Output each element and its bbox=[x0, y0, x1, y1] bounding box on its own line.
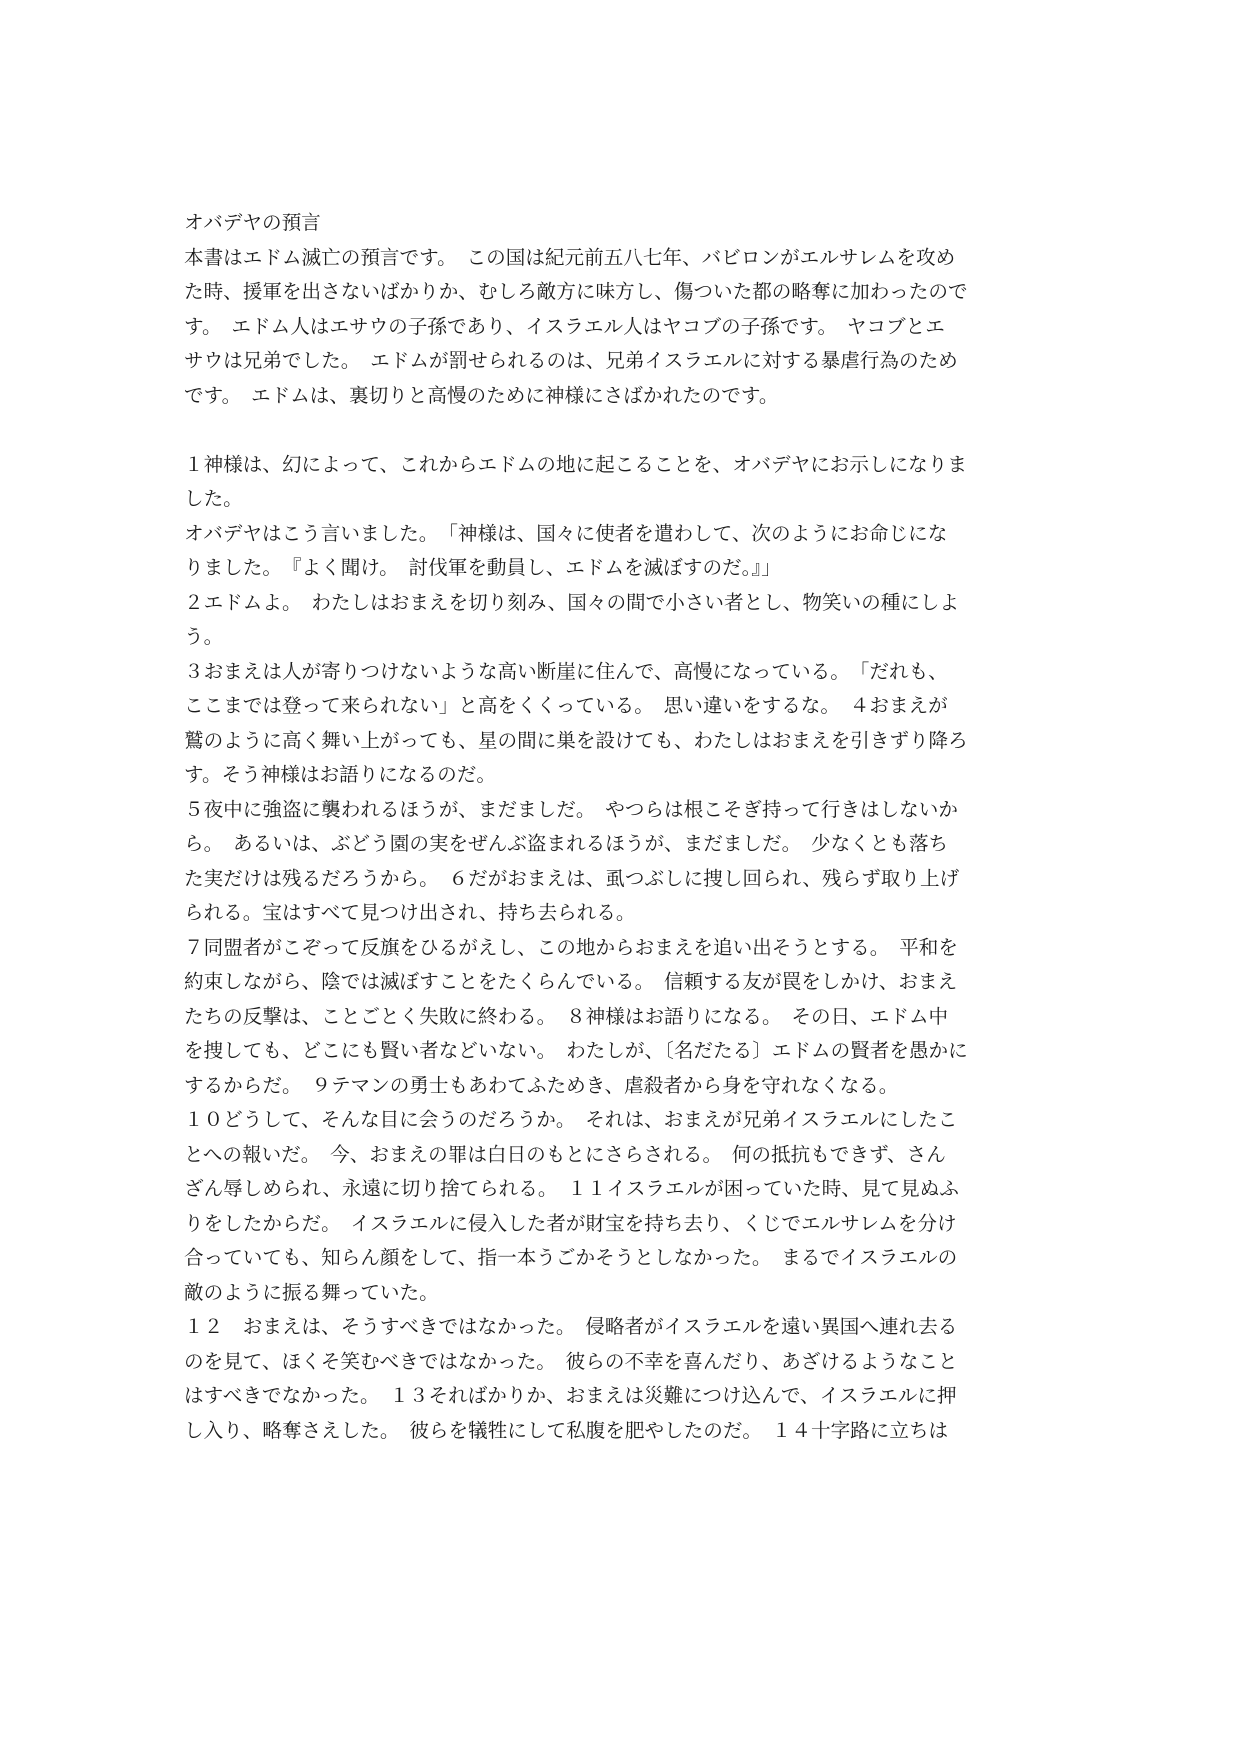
verse-line: りをしたからだ。 イスラエルに侵入した者が財宝を持ち去り、くじでエルサレムを分け bbox=[184, 1211, 957, 1235]
verse-line: ここまでは登って来られない」と高をくくっている。 思い違いをするな。 ４おまえが bbox=[184, 694, 948, 717]
verse-line: りました。 『よく聞け。 討伐軍を動員し、エドムを滅ぼすのだ。』」 bbox=[184, 556, 781, 579]
verse-line: す。そう神様はお語りになるのだ。 bbox=[184, 763, 496, 786]
verse-line: するからだ。 ９テマンの勇士もあわてふためき、虐殺者から身を守れなくなる。 bbox=[184, 1073, 899, 1097]
intro-paragraph bbox=[184, 241, 1059, 414]
verse-line: ら。 あるいは、ぶどう園の実をぜんぶ盗まれるほうが、まだましだ。 少なくとも落ち bbox=[184, 832, 949, 855]
verse-line: １０どうして、そんな目に会うのだろうか。 それは、おまえが兄弟イスラエルにしたこ bbox=[184, 1108, 958, 1131]
verse-line: た実だけは残るだろうから。 ６だがおまえは、虱つぶしに捜し回られ、残らず取り上げ bbox=[184, 866, 960, 890]
intro-line: 本書はエドム滅亡の預言です。 この国は紀元前五八七年、バビロンがエルサレムを攻め bbox=[184, 245, 956, 269]
verse-line: ３おまえは人が寄りつけないような高い断崖に住んで、高慢になっている。 「だれも、 bbox=[184, 659, 948, 683]
intro-line: サウは兄弟でした。 エドムが罰せられるのは、兄弟イスラエルに対する暴虐行為のため bbox=[184, 349, 958, 372]
verse-line: オバデヤはこう言いました。 「神様は、国々に使者を遣わして、次のようにお命じにな bbox=[184, 521, 948, 545]
verse-line: 合っていても、知らん顔をして、指一本うごかそうとしなかった。 まるでイスラエルの bbox=[184, 1246, 958, 1269]
scripture-body bbox=[184, 448, 1059, 1449]
verse-line: ざん辱しめられ、永遠に切り捨てられる。 １１イスラエルが困っていた時、見て見ぬふ bbox=[184, 1177, 959, 1200]
verse-line: を捜しても、どこにも賢い者などいない。 わたしが、〔名だたる〕エドムの賢者を愚かに bbox=[184, 1039, 968, 1062]
verse-line: たちの反撃は、ことごとく失敗に終わる。 ８神様はお語りになる。 その日、エドム中 bbox=[184, 1004, 949, 1028]
verse-line: 約束しながら、陰では滅ぼすことをたくらんでいる。 信頼する友が罠をしかけ、おまえ bbox=[184, 970, 958, 993]
paragraph-gap bbox=[184, 413, 1059, 448]
verse-line: ２エドムよ。 わたしはおまえを切り刻み、国々の間で小さい者とし、物笑いの種にしよ bbox=[184, 590, 960, 614]
verse-line: １神様は、幻によって、これからエドムの地に起こることを、オバデヤにお示しになりま bbox=[184, 452, 967, 476]
verse-line: １２ おまえは、そうすべきではなかった。 侵略者がイスラエルを遠い異国へ連れ去る bbox=[184, 1315, 958, 1338]
verse-line: 鷲のように高く舞い上がっても、星の間に巣を設けても、わたしはおまえを引きずり降ろ bbox=[184, 728, 968, 752]
intro-line: た時、援軍を出さないばかりか、むしろ敵方に味方し、傷ついた都の略奪に加わったので bbox=[184, 280, 968, 303]
document-content bbox=[184, 206, 1059, 1448]
verse-line: とへの報いだ。 今、おまえの罪は白日のもとにさらされる。 何の抵抗もできず、さん bbox=[184, 1142, 946, 1166]
verse-line: ５夜中に強盗に襲われるほうが、まだましだ。 やつらは根こそぎ持って行きはしないか bbox=[184, 797, 958, 821]
verse-line: し入り、略奪さえした。 彼らを犠牲にして私腹を肥やしたのだ。 １４十字路に立ちは bbox=[184, 1418, 949, 1442]
intro-line: です。 エドムは、裏切りと高慢のために神様にさばかれたのです。 bbox=[184, 383, 779, 407]
verse-line: はすべきでなかった。 １３そればかりか、おまえは災難につけ込んで、イスラエルに押 bbox=[184, 1384, 957, 1407]
document-title: オバデヤの預言 bbox=[184, 211, 321, 234]
verse-line: られる。宝はすべて見つけ出され、持ち去られる。 bbox=[184, 901, 636, 924]
intro-line: す。 エドム人はエサウの子孫であり、イスラエル人はヤコブの子孫です。 ヤコブとエ bbox=[184, 314, 945, 338]
verse-line: した。 bbox=[184, 487, 243, 510]
verse-line: 敵のように振る舞っていた。 bbox=[184, 1280, 439, 1304]
verse-line: ７同盟者がこぞって反旗をひるがえし、この地からおまえを追い出そうとする。 平和を bbox=[184, 935, 958, 959]
verse-line: のを見て、ほくそ笑むべきではなかった。 彼らの不幸を喜んだり、あざけるようなこと bbox=[184, 1349, 958, 1373]
verse-line: う。 bbox=[184, 625, 224, 648]
